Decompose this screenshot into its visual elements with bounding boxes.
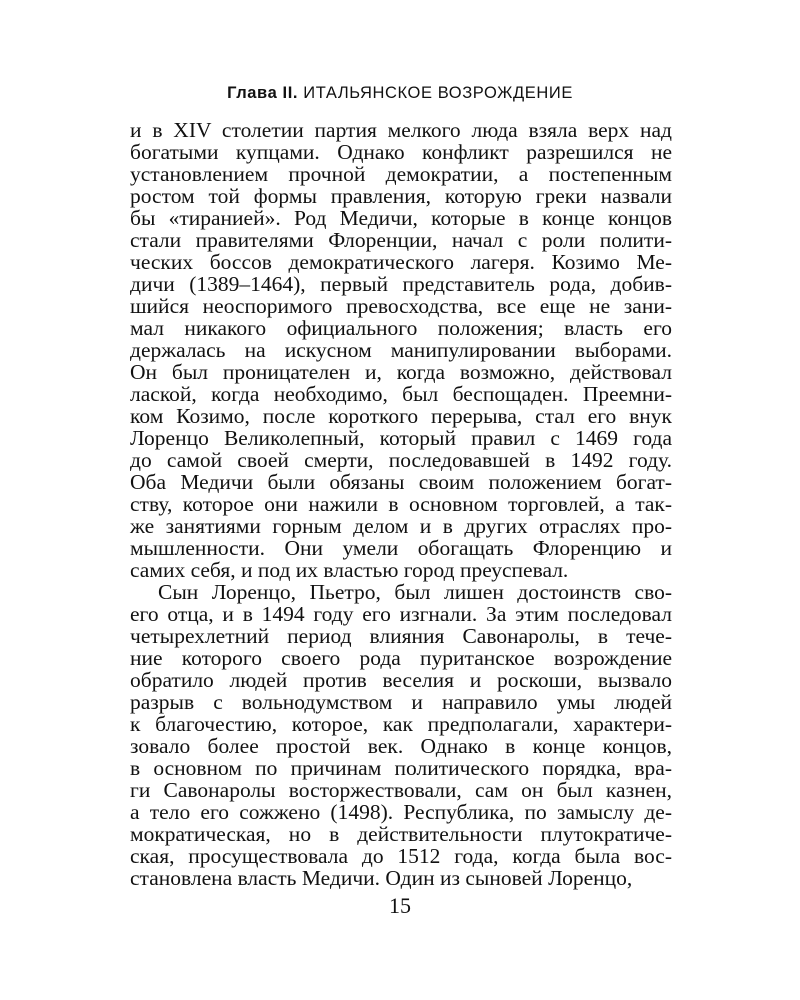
- text-line: ги Савонаролы восторжествовали, сам он был казнен,: [130, 778, 672, 802]
- paragraph: [130, 119, 672, 581]
- chapter-label: Глава II.: [227, 84, 299, 102]
- text-line: а тело его сожжено (1498). Республика, по замыслу де-: [130, 800, 672, 824]
- paragraph: [130, 581, 672, 889]
- body-text: [130, 119, 672, 889]
- text-line: становлена власть Медичи. Один из сыновей Лоренцо,: [130, 866, 633, 890]
- text-line: шийся неоспоримого превосходства, все еще не зани-: [130, 294, 672, 318]
- text-line: держалась на искусном манипулировании выборами.: [130, 338, 672, 362]
- running-head: [0, 84, 800, 103]
- text-line: богатыми купцами. Однако конфликт разрешился не: [130, 140, 672, 164]
- text-line: стали правителями Флоренции, начал с роли полити-: [130, 228, 672, 252]
- text-line: Он был проницателен и, когда возможно, действовал: [130, 360, 672, 384]
- text-line: Оба Медичи были обязаны своим положением богат-: [130, 470, 672, 494]
- text-line: и в XIV столетии партия мелкого люда взяла верх над: [130, 118, 672, 142]
- text-line: лаской, когда необходимо, был беспощаден. Преемни-: [130, 382, 672, 406]
- text-line: самих себя, и под их властью город преуспевал.: [130, 558, 569, 582]
- text-line: мал никакого официального положения; власть его: [130, 316, 672, 340]
- text-line: к благочестию, которое, как предполагали, характери-: [130, 712, 672, 736]
- page-number: 15: [389, 893, 411, 918]
- text-line: ние которого своего рода пуританское возрождение: [130, 646, 672, 670]
- text-line: ческих боссов демократического лагеря. Козимо Ме-: [130, 250, 672, 274]
- text-line: четырехлетний период влияния Савонаролы, в тече-: [130, 624, 672, 648]
- text-line: зовало более простой век. Однако в конце концов,: [130, 734, 672, 758]
- text-line: ству, которое они нажили в основном торговлей, а так-: [130, 492, 672, 516]
- text-line: разрыв с вольнодумством и направило умы людей: [130, 690, 672, 714]
- text-line: его отца, и в 1494 году его изгнали. За этим последовал: [130, 602, 672, 626]
- text-line: мышленности. Они умели обогащать Флоренцию и: [130, 536, 672, 560]
- text-line: до самой своей смерти, последовавшей в 1492 году.: [130, 448, 672, 472]
- text-line: мократическая, но в действительности плутократиче-: [130, 822, 672, 846]
- text-line: ком Козимо, после короткого перерыва, стал его внук: [130, 404, 672, 428]
- text-line: бы «тиранией». Род Медичи, которые в конце концов: [130, 206, 672, 230]
- text-line: же занятиями горным делом и в других отраслях про-: [130, 514, 672, 538]
- text-line: ростом той формы правления, которую греки назвали: [130, 184, 672, 208]
- text-line: в основном по причинам политического порядка, вра-: [130, 756, 672, 780]
- text-line: установлением прочной демократии, а постепенным: [130, 162, 672, 186]
- text-line: дичи (1389–1464), первый представитель рода, добив-: [130, 272, 672, 296]
- text-line: Сын Лоренцо, Пьетро, был лишен достоинств сво-: [158, 580, 672, 604]
- text-line: ская, просуществовала до 1512 года, когда была вос-: [130, 844, 672, 868]
- chapter-title: ИТАЛЬЯНСКОЕ ВОЗРОЖДЕНИЕ: [303, 84, 573, 102]
- text-line: Лоренцо Великолепный, который правил с 1469 года: [130, 426, 672, 450]
- text-line: обратило людей против веселия и роскоши, вызвало: [130, 668, 672, 692]
